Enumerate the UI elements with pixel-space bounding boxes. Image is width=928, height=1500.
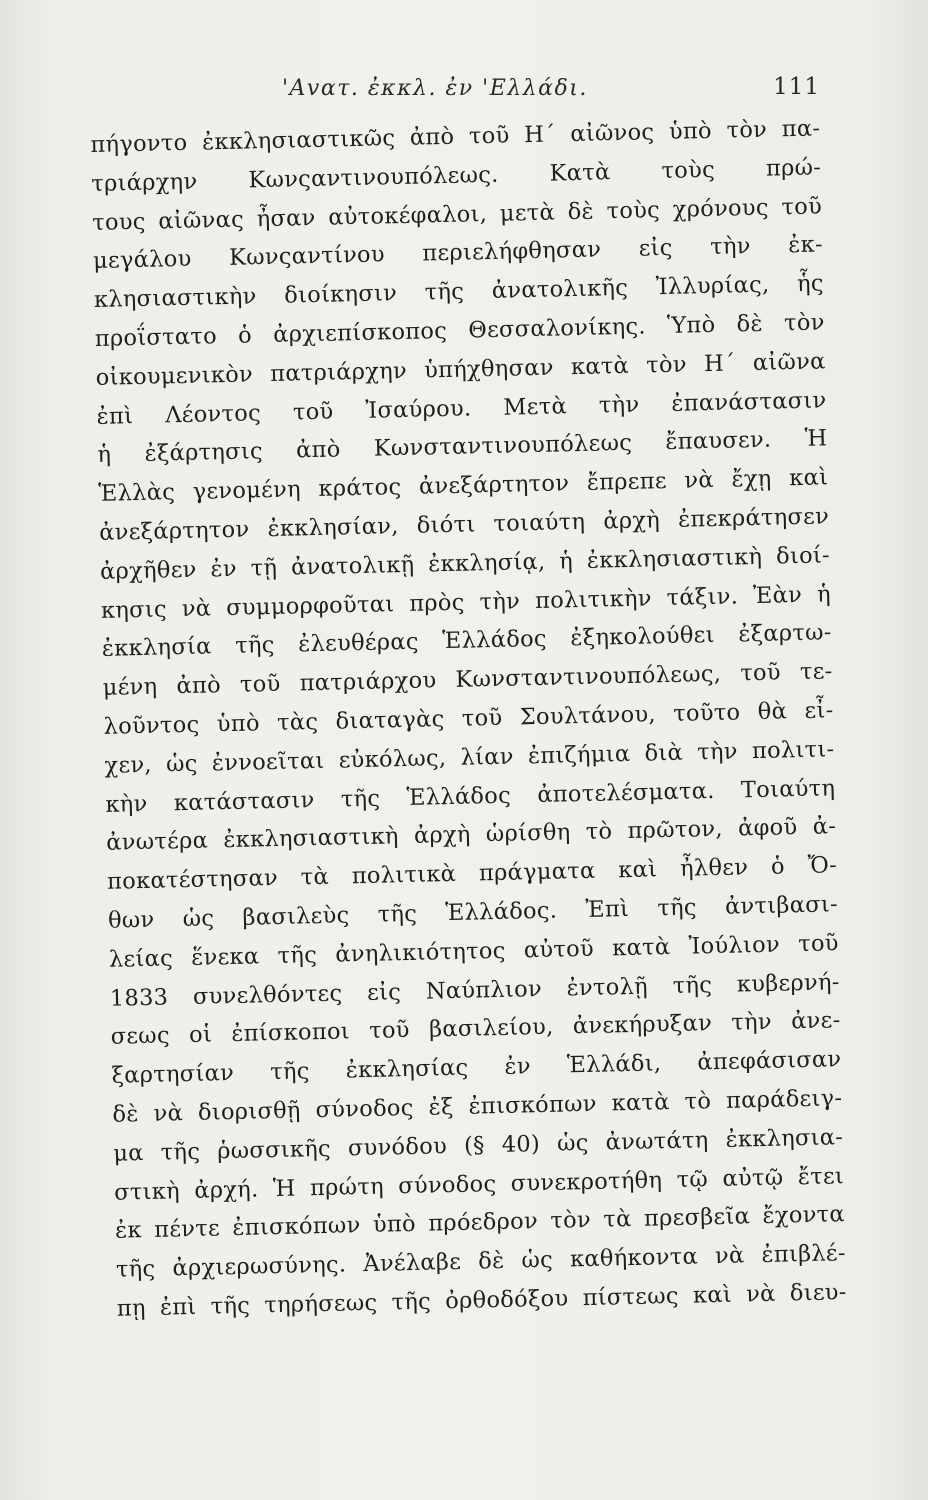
text-line: οἰκουμενικὸν πατριάρχην ὑπήχθησαν κατὰ τὸν Η΄ αἰῶνα	[95, 348, 826, 391]
running-title: 'Αvατ. ἐκκλ. ἐν 'Ελλάδι.	[282, 76, 588, 101]
text-line: ἡ ἐξάρτησις ἀπὸ Κωνσταντινουπόλεως ἔπαυσεν. Ἡ	[97, 425, 828, 469]
text-line: ἀνεξάρτητον ἐκκλησίαν, διότι τοιαύτη ἀρχὴ ἐπεκράτησεν	[98, 503, 830, 546]
text-line: ἀνωτέρα ἐκκλησιαστικὴ ἀρχὴ ὡρίσθη τὸ πρῶτον, ἀφοῦ ἀ-	[105, 813, 837, 857]
text-line: κὴν κατάστασιν τῆς Ἑλλάδος ἀποτελέσματα. Τοιαύτη	[105, 774, 836, 818]
text-line: στικὴ ἀρχή. Ἡ πρώτη σύνοδος συνεκροτήθη τῷ αὐτῷ ἔτει	[113, 1162, 845, 1206]
text-line: λείας ἕνεκα τῆς ἀνηλικιότητος αὐτοῦ κατὰ Ἰούλιον τοῦ	[108, 929, 840, 973]
body-text	[90, 109, 847, 1328]
text-line: μεγάλου Κωνςαντίνου περιελήφθησαν εἰς τὴν ἐκ-	[92, 231, 824, 275]
text-line: ἐπὶ Λέοντος τοῦ Ἰσαύρου. Μετὰ τὴν ἐπανάστασιν	[96, 386, 827, 430]
text-line: Ἑλλὰς γενομένη κράτος ἀνεξάρτητον ἔπρεπε νὰ ἔχῃ καὶ	[98, 464, 829, 508]
text-line: ξαρτησίαν τῆς ἐκκλησίας ἐν Ἑλλάδι, ἀπεφάσισαν	[111, 1046, 842, 1089]
text-line: κησις νὰ συμμορφοῦται πρὸς τὴν πολιτικὴν τάξιν. Ἐὰν ἡ	[100, 580, 832, 624]
text-line: τους αἰῶνας ἦσαν αὐτοκέφαλοι, μετὰ δὲ τοὺς χρόνους τοῦ	[91, 193, 823, 236]
text-line: μένη ἀπὸ τοῦ πατριάρχου Κωνσταντινουπόλεως, τοῦ τε-	[102, 658, 833, 702]
text-line: πῃ ἐπὶ τῆς τηρήσεως τῆς ὀρθοδόξου πίστεως καὶ νὰ διευ-	[116, 1279, 847, 1322]
text-line: πήγοντο ἐκκλησιαστικῶς ἀπὸ τοῦ Η΄ αἰῶνος ὑπὸ τὸν πα-	[90, 115, 821, 158]
text-line: τῆς ἀρχιερωσύνης. Ἀνέλαβε δὲ ὡς καθήκοντα νὰ ἐπιβλέ-	[115, 1240, 847, 1283]
text-line: ποκατέστησαν τὰ πολιτικὰ πράγματα καὶ ἦλθεν ὁ Ὄ-	[106, 852, 838, 895]
text-line: 1833 συνελθόντες εἰς Ναύπλιον ἐντολῇ τῆς κυβερνή-	[109, 968, 840, 1012]
text-line: κλησιαστικὴν διοίκησιν τῆς ἀνατολικῆς Ἰλλυρίας, ἧς	[93, 270, 825, 314]
text-line: προΐστατο ὁ ἀρχιεπίσκοπος Θεσσαλονίκης. Ὑπὸ δὲ τὸν	[94, 309, 825, 352]
text-line: μα τῆς ῥωσσικῆς συνόδου (§ 40) ὡς ἀνωτάτη ἐκκλησια-	[113, 1123, 844, 1167]
text-line: δὲ νὰ διορισθῇ σύνοδος ἐξ ἐπισκόπων κατὰ τὸ παράδειγ-	[112, 1085, 843, 1128]
text-line: θων ὡς βασιλεὺς τῆς Ἑλλάδος. Ἐπὶ τῆς ἀντιβασι-	[107, 891, 839, 934]
text-line: σεως οἱ ἐπίσκοποι τοῦ βασιλείου, ἀνεκήρυξαν τὴν ἀνε-	[110, 1007, 841, 1051]
text-line: τριάρχην Κωνςαντινουπόλεως. Κατὰ τοὺς πρώ-	[91, 154, 822, 197]
text-line: ἐκκλησία τῆς ἐλευθέρας Ἑλλάδος ἐξηκολούθει ἐξαρτω-	[101, 619, 832, 663]
text-line: χεν, ὡς ἐννοεῖται εὐκόλως, λίαν ἐπιζήμια διὰ τὴν πολιτι-	[104, 736, 835, 779]
text-line: ἐκ πέντε ἐπισκόπων ὑπὸ πρόεδρον τὸν τὰ πρεσβεῖα ἔχοντα	[114, 1201, 846, 1245]
page-header	[90, 76, 820, 116]
text-line: ἀρχῆθεν ἐν τῇ ἀνατολικῇ ἐκκλησίᾳ, ἡ ἐκκλησιαστικὴ διοί-	[99, 542, 831, 585]
page-number: 111	[773, 74, 820, 100]
text-line: λοῦντος ὑπὸ τὰς διαταγὰς τοῦ Σουλτάνου, τοῦτο θὰ εἶ-	[103, 697, 834, 740]
